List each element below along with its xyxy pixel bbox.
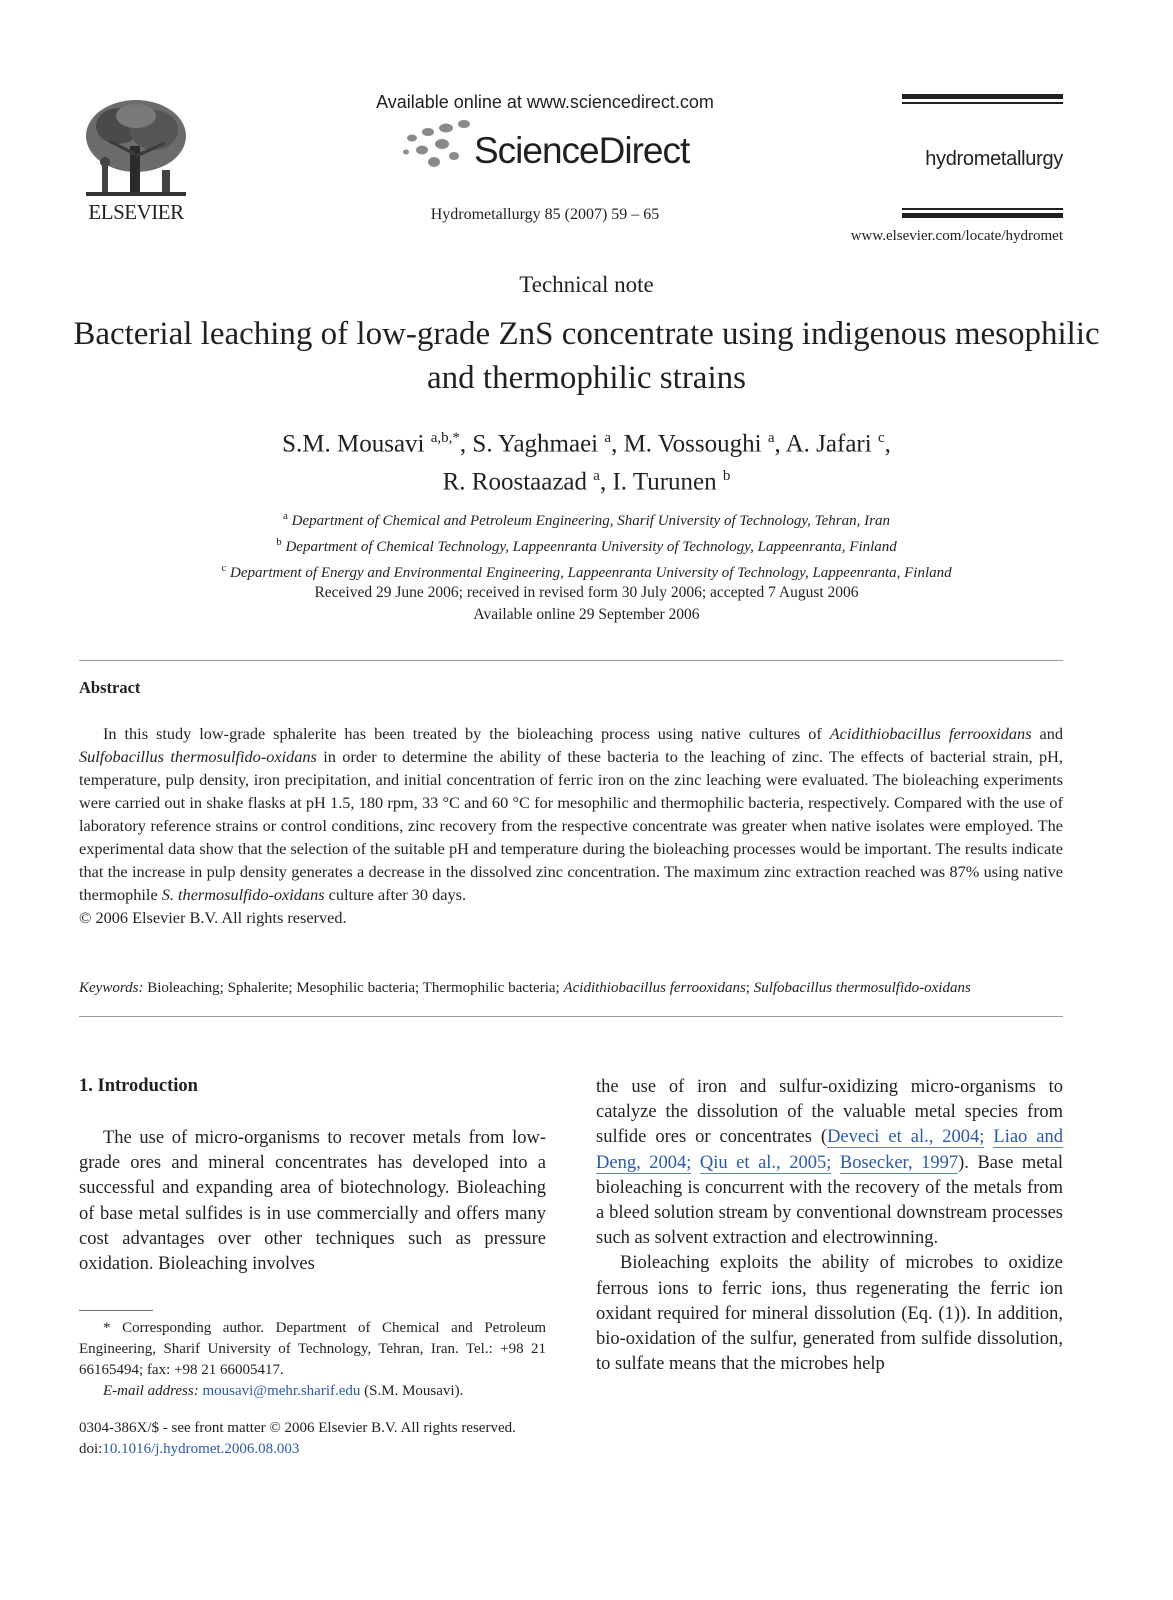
sciencedirect-wordmark: ScienceDirect [474,130,690,171]
left-column [79,1126,546,1277]
keywords-text: Bioleaching; Sphalerite; Mesophilic bacteria; Thermophilic bacteria; [143,980,564,996]
corresponding-mark[interactable]: * [452,430,460,446]
right-column [596,1075,1063,1377]
front-matter [79,1418,599,1460]
citation-link[interactable]: Deveci et al., 2004; [827,1127,985,1148]
body-text: ). Base metal bioleaching is concurrent with the recovery of the metals from a bleed solution stream by conventional downstream processes such as solvent extraction and electrowinning. [596,1152,1064,1249]
header-rule-bottom-thin [902,208,1063,210]
divider-top [79,660,1063,661]
journal-url[interactable]: www.elsevier.com/locate/hydromet [850,228,1063,244]
author-affil-mark: b [722,468,731,485]
article-title: Bacterial leaching of low-grade ZnS concentrate using indigenous mesophilic and thermophilic strains [73,316,1100,396]
citation-link[interactable]: Bosecker, 1997 [839,1152,959,1173]
author-affil-mark: a [604,430,612,446]
intro-paragraph: Bioleaching exploits the ability of microbes to oxidize ferrous ions to ferric ions, thus regenerating the ferric ion oxidant required for mineral dissolution (Eq. (1)). In addition, bio-oxidation of the sulfur, generated from sulfide dissolution, to sulfate means that the microbes help [596,1253,1063,1375]
email-owner: (S.M. Mousavi). [360,1383,464,1399]
email-line [79,1381,546,1402]
keyword-species: Acidithiobacillus ferrooxidans [563,980,746,996]
doi-label: doi: [79,1441,103,1457]
affiliation-mark: c [221,562,227,574]
header-rule-top [902,94,1063,99]
affiliation-text: Department of Chemical Technology, Lappeenranta University of Technology, Lappeenranta, Finland [285,539,897,555]
section-heading: 1. Introduction [79,1076,198,1096]
abstract-paragraph [79,722,1063,906]
author-affil-mark: a [767,430,775,446]
email-link[interactable]: mousavi@mehr.sharif.edu [202,1383,361,1399]
keyword-species: Sulfobacillus thermosulfido-oxidans [753,980,971,996]
citation-link[interactable]: Liao and Deng, 2004; [596,1127,1063,1173]
journal-name: hydrometallurgy [925,148,1063,170]
affiliation-text: Department of Chemical and Petroleum Engineering, Sharif University of Technology, Tehran, Iran [291,513,890,529]
abstract-copyright: © 2006 Elsevier B.V. All rights reserved. [79,908,347,927]
email-label: E-mail address: [103,1383,199,1399]
author-name[interactable]: S.M. Mousavi [282,430,425,458]
keywords [79,980,1063,997]
abstract-text: and [1031,724,1064,743]
affiliation-mark: b [276,536,282,548]
intro-paragraph [596,1075,1063,1251]
header-rule-top-thin [902,102,1063,104]
species-name: Acidithiobacillus ferrooxidans [829,724,1032,743]
intro-paragraph: The use of micro-organisms to recover metals from low-grade ores and mineral concentrates has developed into a successful and expanding area of biotechnology. Bioleaching of base metal sulfides is in use commercially and offers many cost advantages over other techniques such as pressure oxidation. Bioleaching involves [79,1128,546,1275]
affiliation-text: Department of Energy and Environmental Engineering, Lappeenranta University of Technology, Lappeenranta, Finland [230,565,952,581]
corresponding-author-note: * Corresponding author. Department of Chemical and Petroleum Engineering, Sharif University of Technology, Tehran, Iran. Tel.: +98 21 66165494; fax: +98 21 66005417. [79,1320,546,1378]
author-affil-mark: c [877,430,885,446]
divider-bottom [79,1016,1063,1017]
footnote [79,1318,546,1402]
affiliation-item [60,532,1113,558]
author-name[interactable]: A. Jafari [785,430,872,458]
abstract-heading: Abstract [79,678,141,697]
publisher-logo-text: ELSEVIER [88,200,184,224]
issn-line: 0304-386X/$ - see front matter © 2006 Elsevier B.V. All rights reserved. [79,1420,516,1436]
author-affil-mark: a [593,468,600,485]
abstract-text: In this study low-grade sphalerite has been treated by the bioleaching process using native cultures of [103,724,830,743]
body-text: the use of iron and sulfur-oxidizing micro-organisms to catalyze the dissolution of the valuable metal species from sulfide ores or concentrates ( [596,1077,1063,1148]
abstract-text: culture after 30 days. [324,885,467,904]
online-date: Available online 29 September 2006 [473,606,700,623]
author-name[interactable]: R. Roostaazad [442,468,588,496]
citation-link[interactable]: Qiu et al., 2005; [699,1152,832,1173]
keywords-separator: ; [745,980,754,996]
author-affil-mark: a,b, [430,430,453,446]
affiliations [60,506,1113,584]
author-name[interactable]: I. Turunen [612,468,717,496]
author-list: S.M. Mousavi $^{a,b,*}$, S. Yaghmaei $^a$, M. Vossoughi $^a$, A. Jafari $^c$, R. Roostaazad $^a$, I. Turunen $^b$ [282,430,891,496]
header-rule-bottom [902,213,1063,218]
affiliation-item [60,558,1113,584]
footnote-rule [79,1310,153,1311]
affiliation-mark: a [283,510,288,522]
doi-link[interactable]: 10.1016/j.hydromet.2006.08.003 [102,1441,300,1457]
journal-citation: Hydrometallurgy 85 (2007) 59 – 65 [430,206,660,223]
abstract-body [79,722,1063,929]
received-dates: Received 29 June 2006; received in revised form 30 July 2006; accepted 7 August 2006 [314,584,859,601]
abstract-text: in order to determine the ability of these bacteria to the leaching of zinc. The effects of bacterial strain, pH, temperature, pulp density, iron precipitation, and initial concentration of ferric iron on the zinc leaching were evaluated. The bioleaching experiments were carried out in shake flasks at pH 1.5, 180 rpm, 33 °C and 60 °C for mesophilic and thermophilic bacteria, respectively. Compared with the use of laboratory reference strains or control conditions, zinc recovery from the respective concentrate was greater when native isolates were employed. The experimental data show that the selection of the suitable pH and temperature during the bioleaching processes would be important. The results indicate that the increase in pulp density generates a decrease in the dissolved zinc concentration. The maximum zinc extraction reached was 87% using native thermophile [79,747,1063,904]
doi-line [79,1439,599,1460]
species-name: S. thermosulfido-oxidans [161,885,325,904]
keywords-label: Keywords: [79,980,144,996]
available-online-line: Available online at www.sciencedirect.com [376,92,714,112]
article-dates [60,582,1113,626]
article-type: Technical note [519,272,654,297]
author-name[interactable]: M. Vossoughi [623,430,762,458]
affiliation-item [60,506,1113,532]
species-name: Sulfobacillus thermosulfido-oxidans [79,747,317,766]
author-name[interactable]: S. Yaghmaei [472,430,599,458]
